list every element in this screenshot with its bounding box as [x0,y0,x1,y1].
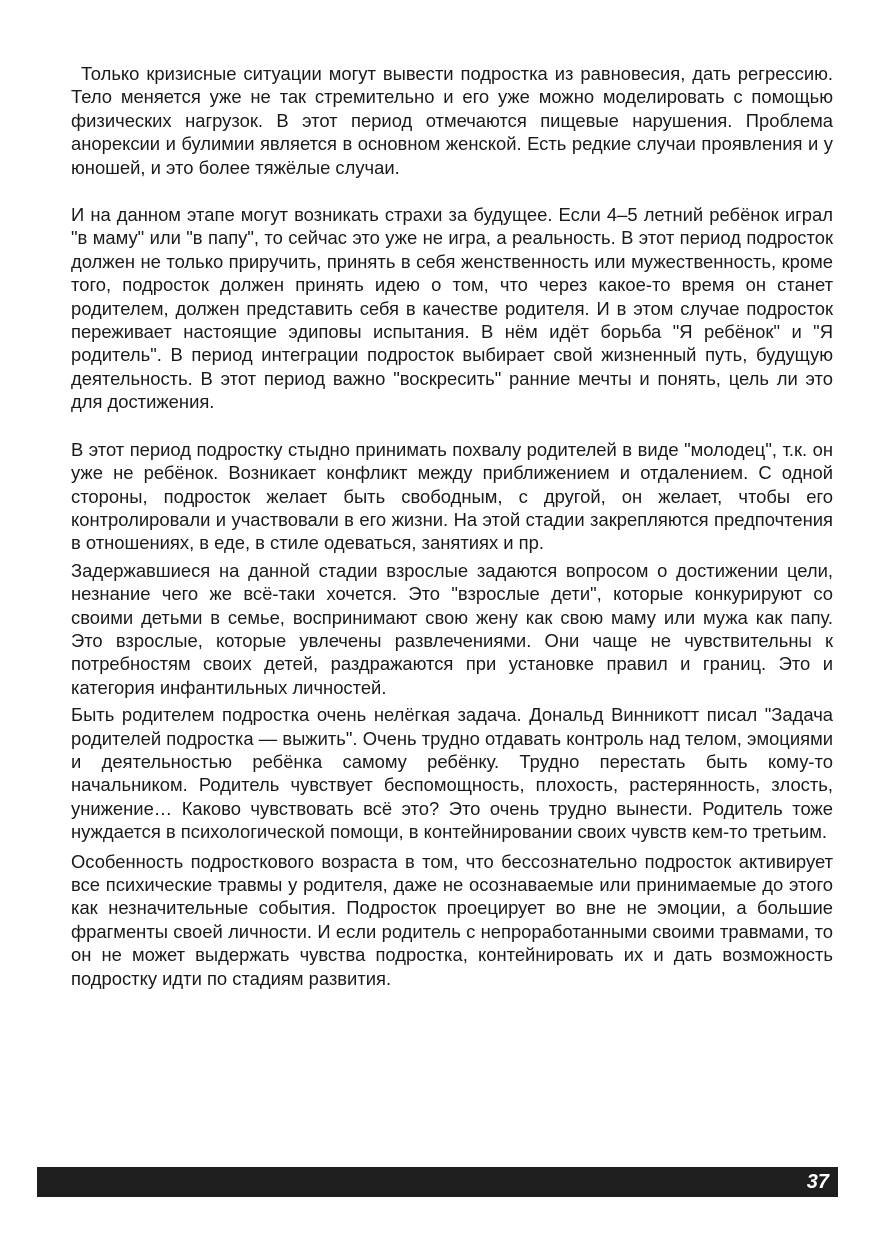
page-body [71,62,833,990]
paragraph-6: Особенность подросткового возраста в том, что бессознательно подросток активирует все психические травмы у родителя, даже не осознаваемые или принимаемые до этого как незначительные события. Подросток проецирует во вне не эмоции, а большие фрагменты своей личности. И если родитель с непроработанными своими травмами, то он не может выдержать чувства подростка, контейнировать их и дать возможность подростку идти по стадиям развития. [71,850,833,989]
page-number: 37 [806,1171,829,1193]
paragraph-2: И на данном этапе могут возникать страхи за будущее. Если 4–5 летний ребёнок играл "в маму" или "в папу", то сейчас это уже не игра, а реальность. В этот период подросток должен не только приручить, принять в себя женственность или мужественность, кроме того, подросток должен принять идею о том, что через какое-то время он станет родителем, должен представить себя в качестве родителя. И в этом случае подросток переживает настоящие эдиповы испытания. В нём идёт борьба "Я ребёнок" и "Я родитель". В период интеграции подросток выбирает свой жизненный путь, будущую деятельность. В этот период важно "воскресить" ранние мечты и понять, цель ли это для достижения. [71,204,833,413]
paragraph-4: Задержавшиеся на данной стадии взрослые задаются вопросом о достижении цели, незнание чего же всё-таки хочется. Это "взрослые дети", которые конкурируют со своими детьми в семье, воспринимают свою жену как свою маму или мужа как папу. Это взрослые, которые увлечены развлечениями. Они чаще не чувствительны к потребностям своих детей, раздражаются при установке правил и границ. Это и категория инфантильных личностей. [71,559,833,698]
footer-bar [37,1167,838,1197]
paragraph-1: Только кризисные ситуации могут вывести подростка из равновесия, дать регрессию. Тело меняется уже не так стремительно и его уже можно моделировать с помощью физических нагрузок. В этот период отмечаются пищевые нарушения. Проблема анорексии и булимии является в основном женской. Есть редкие случаи проявления и у юношей, и это более тяжёлые случаи. [71,63,833,178]
paragraph-3: В этот период подростку стыдно принимать похвалу родителей в виде "молодец", т.к. он уже не ребёнок. Возникает конфликт между приближением и отдалением. С одной стороны, подросток желает быть свободным, с другой, он желает, чтобы его контролировали и участвовали в его жизни. На этой стадии закрепляются предпочтения в отношениях, в еде, в стиле одеваться, занятиях и пр. [71,438,833,554]
paragraph-5: Быть родителем подростка очень нелёгкая задача. Дональд Винникотт писал "Задача родителей подростка — выжить". Очень трудно отдавать контроль над телом, эмоциями и деятельностью ребёнка самому ребёнку. Трудно перестать быть кому-то начальником. Родитель чувствует беспомощность, плохость, растерянность, злость, унижение… Каково чувствовать всё это? Это очень трудно вынести. Родитель тоже нуждается в психологической помощи, в контейнировании своих чувств кем-то третьим. [71,704,833,843]
